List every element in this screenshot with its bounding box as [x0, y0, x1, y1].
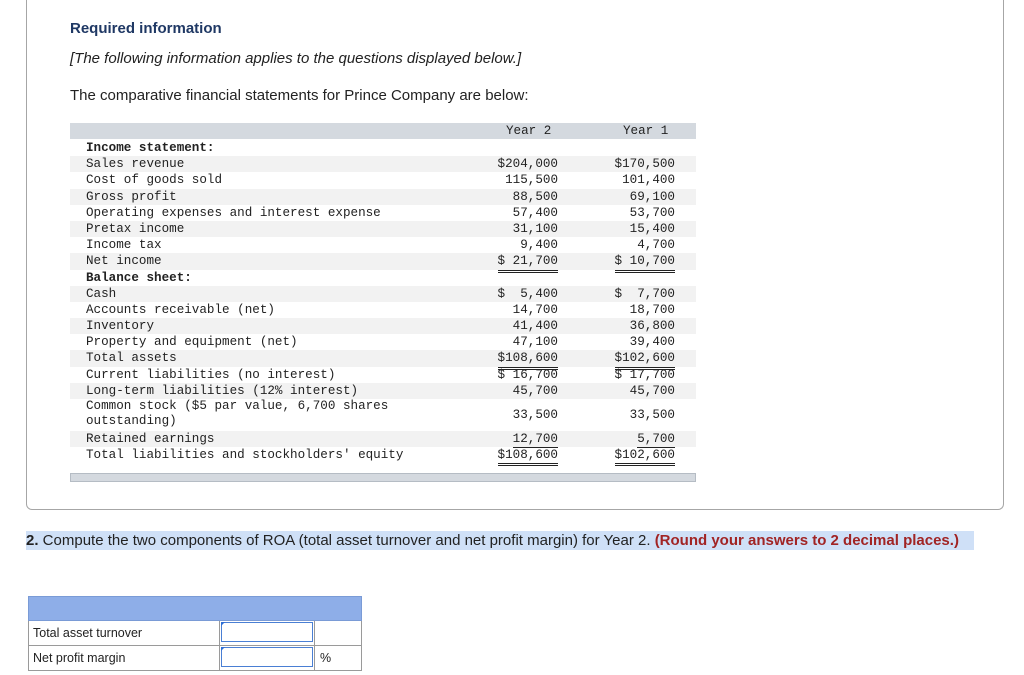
- table-header: [70, 123, 696, 139]
- table-row: Income tax 9,400 4,700: [70, 237, 696, 253]
- required-info-title: Required information: [70, 20, 222, 37]
- balance-heading: Balance sheet:: [86, 270, 192, 285]
- input-flag-icon: [221, 622, 225, 626]
- total-asset-turnover-input[interactable]: [221, 622, 313, 642]
- table-row: Cash $ 5,400 $ 7,700: [70, 286, 696, 302]
- table-row: Common stock ($5 par value, 6,700 shares outstanding) 33,500 33,500: [86, 399, 675, 428]
- total-asset-turnover-label: Total asset turnover: [33, 626, 143, 640]
- financial-statements-table: [70, 123, 696, 482]
- table-row: Cost of goods sold 115,500 101,400: [70, 172, 696, 188]
- question-body: Compute the two components of ROA (total asset turnover and net profit margin) for Year 2.: [38, 532, 655, 549]
- answer-table-header: [28, 596, 362, 621]
- table-row: Sales revenue $204,000 $170,500: [70, 156, 696, 172]
- percent-unit: %: [320, 651, 332, 665]
- table-row: Total liabilities and stockholders' equity $108,600 $102,600: [70, 447, 696, 463]
- table-row: Accounts receivable (net) 14,700 18,700: [86, 302, 675, 317]
- question-number: 2.: [26, 532, 39, 549]
- info-note: [The following information applies to the questions displayed below.]: [70, 50, 522, 67]
- table-row: Retained earnings 12,700 5,700: [70, 431, 696, 447]
- input-flag-icon: [221, 647, 225, 651]
- table-row: Property and equipment (net) 47,100 39,400: [70, 334, 696, 350]
- table-row: Gross profit 88,500 69,100: [70, 189, 696, 205]
- info-intro: The comparative financial statements for Prince Company are below:: [70, 87, 529, 104]
- table-row: Current liabilities (no interest) $ 16,700 $ 17,700: [86, 367, 675, 382]
- rounding-hint: (Round your answers to 2 decimal places.): [654, 532, 959, 549]
- col-year1-header: Year 1: [623, 124, 669, 138]
- answer-row-net-profit-margin: [28, 646, 362, 671]
- answer-row-total-asset-turnover: [28, 621, 362, 646]
- col-year2-header: Year 2: [506, 124, 552, 138]
- table-row: Net income $ 21,700 $ 10,700: [70, 253, 696, 269]
- net-profit-margin-label: Net profit margin: [33, 651, 126, 665]
- table-row: Inventory 41,400 36,800: [70, 318, 696, 334]
- table-footer-bar: [70, 473, 696, 482]
- table-row: Operating expenses and interest expense 57,400 53,700: [70, 205, 696, 221]
- answer-table: [28, 596, 362, 671]
- income-heading: Income statement:: [86, 141, 215, 155]
- net-profit-margin-input[interactable]: [221, 647, 313, 667]
- table-row: Pretax income 31,100 15,400: [70, 221, 696, 237]
- table-row: Long-term liabilities (12% interest) 45,700 45,700: [70, 383, 696, 399]
- table-row: Total assets $108,600 $102,600: [70, 350, 696, 366]
- question-text: [26, 531, 974, 550]
